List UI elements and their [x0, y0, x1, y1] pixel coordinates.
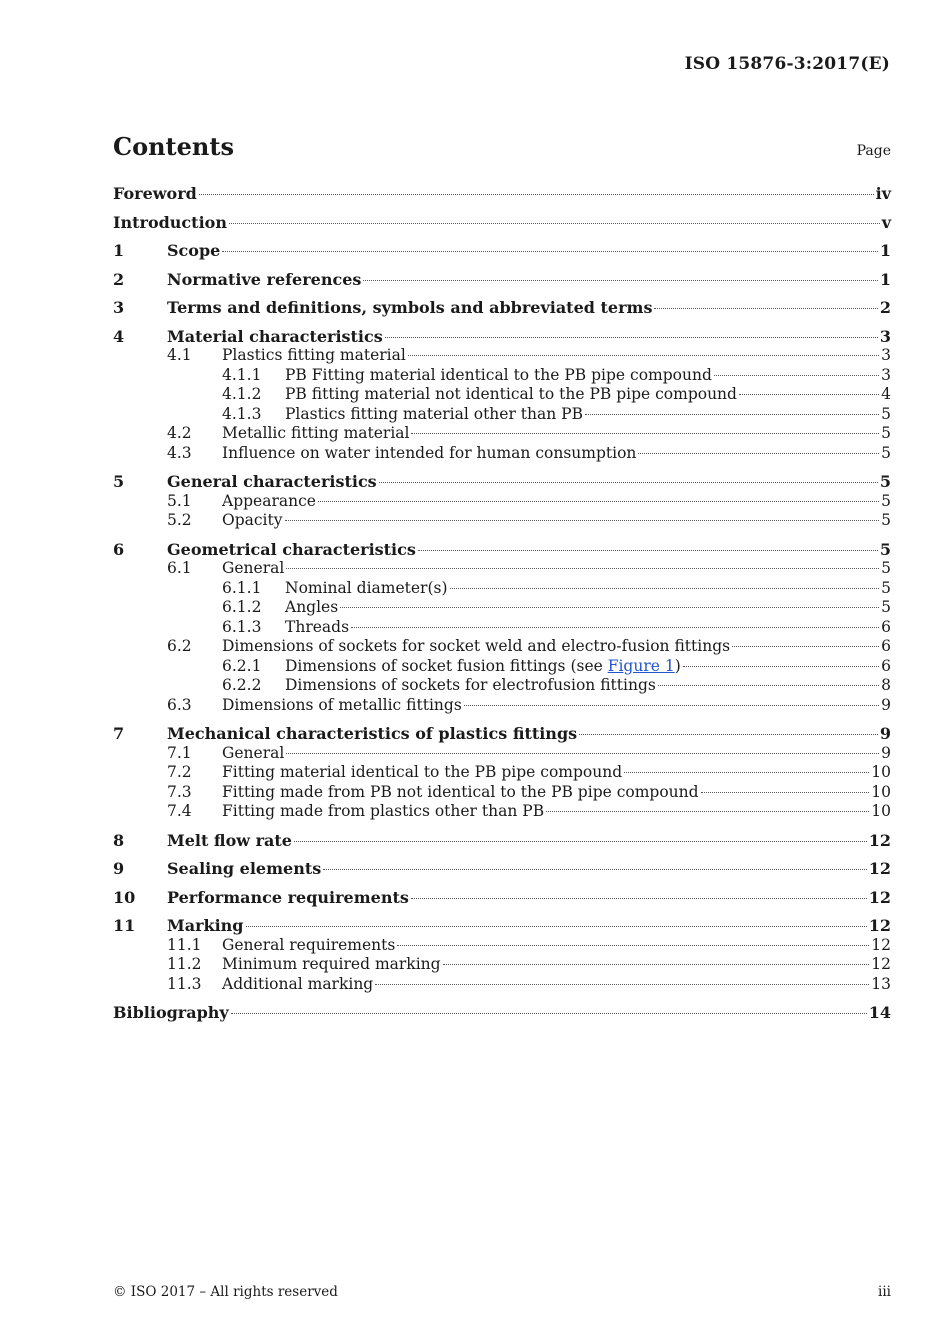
dot-leader	[379, 482, 878, 483]
toc-entry-number: 6.1	[167, 559, 192, 577]
toc-entry[interactable]	[113, 783, 891, 803]
toc-entry-title: Angles	[285, 598, 339, 616]
toc-entry[interactable]	[113, 511, 891, 531]
dot-leader	[385, 337, 878, 338]
contents-title: Contents	[113, 132, 234, 161]
toc-entry-page: 5	[879, 472, 891, 491]
dot-leader	[231, 1013, 867, 1014]
figure-link[interactable]: Figure 1	[607, 656, 675, 675]
toc-entry-title: Scope	[167, 241, 221, 260]
toc-entry-number: 7	[113, 724, 125, 743]
toc-entry[interactable]	[113, 598, 891, 618]
toc-entry-label	[222, 444, 636, 464]
toc-entry-number: 6.2	[167, 637, 192, 655]
toc-entry-number: 2	[113, 269, 125, 289]
toc-entry-body	[222, 559, 891, 579]
page-number: iii	[878, 1284, 891, 1300]
toc-entry-label	[285, 598, 338, 618]
toc-entry-title: General characteristics	[167, 472, 377, 491]
toc-entry-title: Opacity	[222, 511, 283, 529]
toc-entry-body	[285, 385, 891, 405]
toc-entry-label	[222, 696, 462, 716]
toc-entry[interactable]	[113, 802, 891, 822]
toc-entry[interactable]	[113, 975, 891, 995]
toc-entry-page: 8	[881, 676, 891, 694]
toc-entry-number: 7.2	[167, 763, 192, 781]
toc-entry-number: 6.2.1	[222, 656, 262, 675]
toc-entry-page: 10	[871, 763, 891, 781]
toc-entry-title: Material characteristics	[167, 326, 383, 346]
toc-entry-title: Dimensions of sockets for socket weld and electro-fusion fittings	[222, 637, 731, 655]
toc-entry-label	[222, 346, 406, 366]
toc-entry-body	[222, 424, 891, 444]
toc-entry-title: Foreword	[113, 184, 197, 203]
toc-entry-body	[285, 366, 891, 386]
toc-entry-page: 6	[881, 637, 891, 655]
toc-entry-title: Fitting material identical to the PB pipe compound	[222, 763, 623, 781]
toc-entry-label	[167, 298, 652, 318]
toc-entry-number: 4.2	[167, 424, 192, 442]
toc-entry[interactable]	[113, 637, 891, 657]
toc-entry-label	[167, 859, 321, 879]
toc-entry-label	[113, 1003, 229, 1023]
toc-entry[interactable]	[113, 444, 891, 464]
toc-entry-body	[113, 1003, 891, 1023]
toc-entry-page: 9	[881, 743, 891, 762]
toc-entry-page: 12	[868, 830, 891, 850]
toc-entry-number: 5.2	[167, 511, 192, 529]
toc-entry-number: 6.3	[167, 695, 192, 714]
toc-entry-number: 6.1.1	[222, 578, 262, 597]
toc-entry-page: 5	[881, 598, 891, 616]
dot-leader	[246, 926, 867, 927]
toc-entry-page: 3	[881, 346, 891, 364]
toc-entry-title: Normative references	[167, 269, 362, 289]
toc-entry[interactable]	[113, 540, 891, 560]
toc-entry-number: 11	[113, 916, 136, 935]
toc-entry[interactable]	[113, 763, 891, 783]
toc-entry-title: General requirements	[222, 935, 396, 954]
toc-entry-title: PB Fitting material identical to the PB pipe compound	[285, 365, 712, 384]
toc-entry[interactable]	[113, 492, 891, 512]
toc-entry-title: Additional marking	[222, 974, 374, 993]
toc-entry-page: 1	[879, 241, 891, 260]
dot-leader	[638, 453, 879, 454]
toc-entry[interactable]	[113, 472, 891, 492]
toc-entry-number: 11.2	[167, 955, 202, 973]
toc-entry-number: 11.3	[167, 974, 202, 993]
toc-entry-number: 5	[113, 472, 125, 491]
toc-entry[interactable]	[113, 888, 891, 908]
toc-entry-body	[285, 676, 891, 696]
page-column-label: Page	[856, 143, 891, 159]
toc-entry-body	[113, 213, 891, 233]
toc-entry-page: 4	[881, 385, 891, 403]
toc-entry-label	[167, 327, 383, 347]
toc-entry[interactable]	[113, 696, 891, 716]
dot-leader	[222, 251, 878, 252]
dot-leader	[323, 869, 867, 870]
dot-leader	[285, 520, 880, 521]
toc-entry-title: Dimensions of socket fusion fittings (see	[285, 656, 608, 675]
toc-entry-page: 5	[881, 404, 891, 423]
toc-entry-number: 8	[113, 830, 125, 850]
dot-leader	[340, 607, 879, 608]
toc-entry-number: 4.3	[167, 443, 192, 462]
toc-entry-label	[222, 559, 284, 579]
toc-entry[interactable]	[113, 676, 891, 696]
toc-entry-number: 4.1	[167, 346, 192, 364]
toc-entry-label	[285, 366, 712, 386]
toc-entry-body	[222, 696, 891, 716]
toc-entry[interactable]	[113, 241, 891, 261]
toc-entry-page: 3	[881, 365, 891, 384]
toc-entry-label	[222, 511, 283, 531]
toc-entry[interactable]	[113, 916, 891, 936]
toc-entry[interactable]	[113, 327, 891, 347]
toc-entry[interactable]	[113, 405, 891, 425]
toc-entry-label	[222, 744, 284, 764]
toc-entry-page: 9	[881, 695, 891, 714]
toc-entry-label	[285, 676, 656, 696]
toc-entry[interactable]	[113, 346, 891, 366]
toc-entry-body	[222, 744, 891, 764]
toc-entry-page: 5	[881, 491, 891, 510]
toc-entry-body	[285, 618, 891, 638]
toc-entry-body	[167, 327, 891, 347]
toc-entry-page: 5	[881, 511, 891, 529]
toc-entry-label	[222, 802, 544, 822]
toc-entry-page: 6	[881, 617, 891, 636]
toc-entry-label	[285, 579, 448, 599]
toc-entry-page: 5	[881, 443, 891, 462]
toc-entry[interactable]	[113, 424, 891, 444]
toc-entry-body	[285, 579, 891, 599]
toc-entry-number: 11.1	[167, 935, 202, 954]
dot-leader	[683, 666, 879, 667]
toc-entry-label	[285, 405, 583, 425]
toc-entry-number: 7.1	[167, 743, 192, 762]
dot-leader	[229, 223, 880, 224]
dot-leader	[579, 734, 878, 735]
toc-entry-number: 6	[113, 539, 125, 559]
toc-entry-label	[167, 472, 377, 492]
page-footer	[113, 1284, 891, 1300]
toc-entry-label	[285, 385, 737, 405]
toc-entry-label	[285, 618, 349, 638]
toc-entry-number: 7.4	[167, 802, 192, 820]
dot-leader	[411, 898, 867, 899]
toc-entry-body	[167, 724, 891, 744]
toc-entry-body	[222, 763, 891, 783]
toc-entry-body	[222, 955, 891, 975]
toc-entry[interactable]	[113, 936, 891, 956]
toc-entry-label	[222, 955, 441, 975]
toc-entry-body	[285, 405, 891, 425]
toc-entry-label	[167, 270, 361, 290]
dot-leader	[624, 772, 869, 773]
dot-leader	[318, 501, 879, 502]
toc-entry-title: Introduction	[113, 212, 227, 232]
toc-entry[interactable]	[113, 385, 891, 405]
toc-entry-label	[167, 241, 220, 261]
dot-leader	[464, 705, 879, 706]
toc-entry-title: Minimum required marking	[222, 955, 441, 973]
toc-entry-page: 12	[868, 859, 891, 878]
toc-entry-title: Bibliography	[113, 1003, 229, 1022]
toc-entry[interactable]	[113, 955, 891, 975]
toc-entry-number: 7.3	[167, 782, 192, 801]
dot-leader	[363, 280, 877, 281]
toc-entry-page: 10	[871, 802, 891, 820]
toc-entry-page: 9	[879, 724, 891, 743]
contents-heading-row	[113, 132, 891, 161]
toc-entry-body	[222, 511, 891, 531]
toc-entry-title-suffix: )	[674, 656, 681, 675]
toc-entry[interactable]	[113, 724, 891, 744]
toc-entry-body	[222, 492, 891, 512]
dot-leader	[408, 355, 879, 356]
toc-entry-page: 14	[868, 1003, 891, 1022]
toc-entry-label	[167, 888, 409, 908]
toc-entry-body	[285, 657, 891, 677]
toc-entry-title: PB fitting material not identical to the PB pipe compound	[285, 385, 737, 403]
toc-entry[interactable]	[113, 859, 891, 879]
toc-entry-title: Mechanical characteristics of plastics fittings	[167, 724, 578, 743]
toc-entry-title: Dimensions of metallic fittings	[222, 695, 462, 714]
toc-entry-title: Sealing elements	[167, 859, 322, 878]
toc-entry[interactable]	[113, 744, 891, 764]
toc-entry-label	[222, 763, 622, 783]
toc-entry-number: 6.2.2	[222, 676, 262, 694]
toc-entry-body	[222, 346, 891, 366]
toc-entry-title: Fitting made from PB not identical to the PB pipe compound	[222, 782, 699, 801]
toc-entry-body	[222, 637, 891, 657]
toc-entry[interactable]	[113, 366, 891, 386]
toc-entry-label	[285, 657, 681, 677]
toc-entry-title: Plastics fitting material	[222, 346, 406, 364]
toc-entry-title: Plastics fitting material other than PB	[285, 404, 583, 423]
dot-leader	[654, 308, 877, 309]
toc-entry-number: 1	[113, 241, 125, 260]
dot-leader	[658, 685, 879, 686]
toc-entry-body	[222, 783, 891, 803]
dot-leader	[397, 945, 869, 946]
dot-leader	[199, 194, 874, 195]
toc-entry-body	[285, 598, 891, 618]
toc-entry-page: 5	[881, 424, 891, 442]
toc-entry-body	[222, 975, 891, 995]
toc-entry-page: 12	[871, 935, 891, 954]
toc-entry-page: v	[881, 212, 891, 232]
toc-entry[interactable]	[113, 831, 891, 851]
toc-entry[interactable]	[113, 298, 891, 318]
toc-entry-title: Influence on water intended for human consumption	[222, 443, 637, 462]
toc-entry[interactable]	[113, 184, 891, 204]
document-id: ISO 15876-3:2017(E)	[684, 54, 890, 74]
toc-entry-body	[167, 888, 891, 908]
dot-leader	[546, 811, 869, 812]
toc-entry-label	[222, 975, 373, 995]
dot-leader	[351, 627, 879, 628]
toc-entry-page: 5	[879, 539, 891, 559]
toc-entry-number: 6.1.2	[222, 598, 262, 616]
toc-entry-body	[167, 298, 891, 318]
toc-entry-number: 5.1	[167, 491, 192, 510]
toc-entry-body	[222, 444, 891, 464]
toc-entry-body	[167, 831, 891, 851]
dot-leader	[443, 964, 870, 965]
dot-leader	[450, 588, 880, 589]
dot-leader	[411, 433, 879, 434]
toc-entry-title: Geometrical characteristics	[167, 539, 416, 559]
toc-entry[interactable]	[113, 618, 891, 638]
toc-entry-number: 4.1.1	[222, 365, 262, 384]
dot-leader	[286, 753, 879, 754]
toc-entry-page: 5	[881, 559, 891, 577]
toc-entry[interactable]	[113, 579, 891, 599]
toc-entry-body	[222, 802, 891, 822]
toc-entry[interactable]	[113, 559, 891, 579]
toc-entry-page: 6	[881, 656, 891, 675]
toc-entry[interactable]	[113, 657, 891, 677]
toc-entry-title: Performance requirements	[167, 887, 409, 907]
toc-entry-body	[167, 916, 891, 936]
toc-entry-label	[167, 724, 577, 744]
toc-entry-title: General	[222, 559, 285, 577]
toc-entry-title: Appearance	[222, 491, 316, 510]
toc-entry-number: 4	[113, 326, 125, 346]
toc-entry-body	[222, 936, 891, 956]
toc-entry-label	[222, 637, 730, 657]
toc-entry-page: iv	[875, 184, 891, 203]
dot-leader	[585, 414, 879, 415]
toc-entry-body	[167, 241, 891, 261]
toc-entry-label	[222, 783, 699, 803]
toc-entry-number: 10	[113, 887, 136, 907]
toc-entry-title: General	[222, 743, 285, 762]
toc-entry-label	[167, 540, 416, 560]
toc-entry-label	[167, 916, 244, 936]
toc-entry-title: Metallic fitting material	[222, 424, 410, 442]
toc-entry-label	[222, 936, 395, 956]
toc-entry-page: 12	[868, 916, 891, 935]
toc-entry-number: 9	[113, 859, 125, 878]
dot-leader	[714, 375, 879, 376]
toc-entry-body	[167, 540, 891, 560]
toc-entry-page: 13	[871, 974, 891, 993]
copyright-notice: © ISO 2017 – All rights reserved	[113, 1284, 338, 1300]
toc-entry-title: Nominal diameter(s)	[285, 578, 448, 597]
toc-entry-number: 6.1.3	[222, 617, 262, 636]
toc-entry-title: Threads	[285, 617, 350, 636]
toc-entry-body	[167, 270, 891, 290]
dot-leader	[294, 841, 867, 842]
toc-entry-page: 3	[879, 326, 891, 346]
toc-entry-page: 12	[868, 887, 891, 907]
toc-entry-title: Fitting made from plastics other than PB	[222, 802, 545, 820]
toc-entry-label	[222, 492, 316, 512]
toc-entry-label	[222, 424, 409, 444]
toc-entry-number: 4.1.2	[222, 385, 262, 403]
toc-entry-title: Dimensions of sockets for electrofusion fittings	[285, 676, 656, 694]
toc-entry-title: Terms and definitions, symbols and abbreviated terms	[167, 298, 653, 317]
toc-entry-number: 4.1.3	[222, 404, 262, 423]
toc-entry[interactable]	[113, 270, 891, 290]
toc-entry-page: 12	[871, 955, 891, 973]
toc-entry-page: 5	[881, 578, 891, 597]
dot-leader	[739, 394, 879, 395]
toc-entry-page: 2	[879, 298, 891, 317]
toc-entry[interactable]	[113, 213, 891, 233]
toc-entry-label	[167, 831, 292, 851]
dot-leader	[418, 550, 878, 551]
toc-entry-body	[167, 472, 891, 492]
toc-entry-label	[113, 184, 197, 204]
toc-entry-page: 1	[879, 269, 891, 289]
toc-entry-title: Melt flow rate	[167, 830, 292, 850]
dot-leader	[732, 646, 879, 647]
toc-entry-body	[167, 859, 891, 879]
toc-entry[interactable]	[113, 1003, 891, 1023]
toc-entry-number: 3	[113, 298, 125, 317]
table-of-contents	[113, 184, 891, 1023]
toc-entry-label	[113, 213, 227, 233]
toc-entry-title: Marking	[167, 916, 244, 935]
dot-leader	[701, 792, 870, 793]
dot-leader	[286, 568, 879, 569]
dot-leader	[375, 984, 869, 985]
toc-entry-body	[113, 184, 891, 204]
toc-entry-page: 10	[871, 782, 891, 801]
